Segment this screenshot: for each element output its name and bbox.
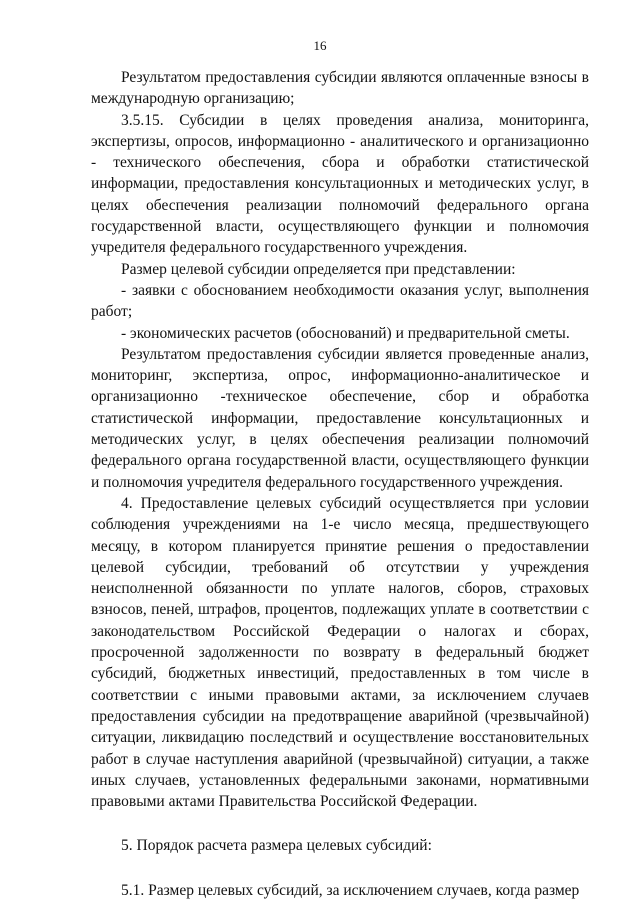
paragraph-subsidy-result-international: Результатом предоставления субсидии являются оплаченные взносы в международную организацию; — [91, 69, 589, 108]
paragraph-section-4: 4. Предоставление целевых субсидий осуществляется при условии соблюдения учреждениями на 1-е число месяца, предшествующего месяцу, в котором планируется принятие решения о предоставлении целевой субсидии, требований об отсутствии у учреждения неисполненной обязанности по уплате налогов, сборов, страховых взносов, пеней, штрафов, процентов, подлежащих уплате в соответствии с законодательством Российской Федерации о налогах и сборах, просроченной задолженности по возврату в федеральный бюджет субсидий, бюджетных инвестиций, предоставленных в том числе в соответствии с иными правовыми актами, за исключением случаев предоставления субсидии на предотвращение аварийной (чрезвычайной) ситуации, ликвидацию последствий и осуществление восстановительных работ в случае наступления аварийной (чрезвычайной) ситуации, а также иных случаев, установленных федеральными законами, нормативными правовыми актами Правительства Российской Федерации. — [91, 494, 589, 811]
paragraph-3-5-15: 3.5.15. Субсидии в целях проведения анализа, мониторинга, экспертизы, опросов, информационно - аналитического и организационно - технического обеспечения, сбора и обработки статистической информации, предоставления консультационных и методических услуг, в целях обеспечения реализации полномочий федерального органа государственной власти, осуществляющего функции и полномочия учредителя федерального государственного учреждения. — [91, 111, 589, 257]
list-item-application: - заявки с обоснованием необходимости оказания услуг, выполнения работ; — [91, 281, 589, 321]
document-body — [91, 67, 589, 901]
paragraph-subsidy-size: Размер целевой субсидии определяется при представлении: — [121, 260, 516, 278]
section-5-heading: 5. Порядок расчета размера целевых субсидий: — [121, 837, 432, 855]
paragraph-subsidy-result-analysis: Результатом предоставления субсидии является проведенные анализ, мониторинг, экспертиза, опрос, информационно-аналитическое и организационно -техническое обеспечение, сбор и обработка статистической информации, предоставление консультационных и методических услуг, в целях обеспечения реализации полномочий федерального органа государственной власти, осуществляющего функции и полномочия учредителя федерального государственного учреждения. — [91, 345, 589, 491]
list-item-economic-calculations: - экономических расчетов (обоснований) и предварительной сметы. — [121, 324, 570, 342]
paragraph-5-1: 5.1. Размер целевых субсидий, за исключением случаев, когда размер — [121, 881, 580, 899]
page-number: 16 — [313, 38, 327, 53]
